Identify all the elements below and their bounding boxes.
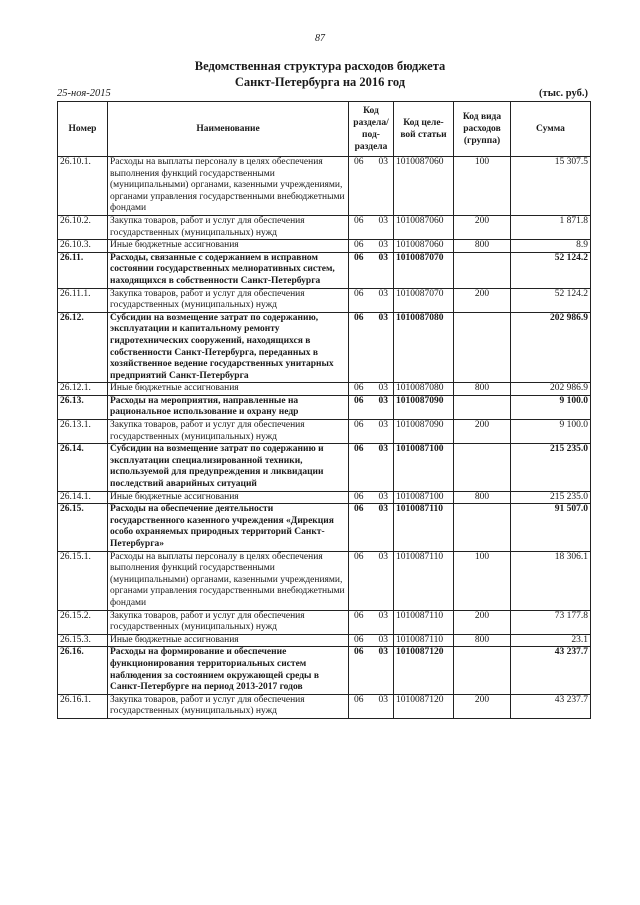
row-sum: 215 235.0 [511, 491, 591, 504]
row-section [349, 420, 394, 444]
section-code [351, 635, 391, 647]
row-sum: 18 306.1 [511, 551, 591, 610]
subsection: 03 [378, 694, 388, 705]
row-type-code [454, 647, 511, 694]
table-row [58, 240, 591, 253]
row-sum: 9 100.0 [511, 420, 591, 444]
section: 06 [354, 491, 364, 502]
subsection: 03 [378, 491, 388, 502]
table-row [58, 383, 591, 396]
document-date: 25-ноя-2015 [57, 88, 111, 99]
row-sum: 202 986.9 [511, 312, 591, 383]
section-code [351, 396, 391, 408]
row-type-code: 200 [454, 215, 511, 239]
row-target-code: 1010087070 [394, 288, 454, 312]
section: 06 [354, 504, 364, 515]
row-type-code [454, 444, 511, 491]
title-line-1: Ведомственная структура расходов бюджета [194, 59, 446, 73]
row-name: Закупка товаров, работ и услуг для обеспечения государственных (муниципальных) нужд [108, 420, 349, 444]
header-type: Код вида расходов (группа) [454, 102, 511, 157]
table-row [58, 252, 591, 288]
header-section: Код раздела/ под- раздела [349, 102, 394, 157]
row-number: 26.12.1. [58, 383, 108, 396]
header-sum: Сумма [511, 102, 591, 157]
row-number: 26.14. [58, 444, 108, 491]
row-name: Расходы на выплаты персоналу в целях обеспечения выполнения функций государственными (муниципальными) органами, казенными учреждениями, органами управления государственными внебюджетными фондами [108, 551, 349, 610]
row-section [349, 694, 394, 718]
section-code [351, 157, 391, 169]
section: 06 [354, 215, 364, 226]
header-name: Наименование [108, 102, 349, 157]
row-section [349, 610, 394, 634]
row-name: Закупка товаров, работ и услуг для обеспечения государственных (муниципальных) нужд [108, 610, 349, 634]
row-type-code: 100 [454, 157, 511, 216]
table-row [58, 395, 591, 419]
section: 06 [354, 610, 364, 621]
section-code [351, 444, 391, 456]
table-row [58, 157, 591, 216]
subsection: 03 [378, 647, 388, 658]
section: 06 [354, 420, 364, 431]
row-target-code: 1010087090 [394, 395, 454, 419]
section-code [351, 313, 391, 325]
subsection: 03 [378, 395, 388, 406]
section-code [351, 695, 391, 707]
row-sum: 43 237.7 [511, 694, 591, 718]
row-sum: 15 307.5 [511, 157, 591, 216]
row-number: 26.15.1. [58, 551, 108, 610]
table-row [58, 694, 591, 718]
row-type-code [454, 312, 511, 383]
row-section [349, 383, 394, 396]
row-name: Расходы на обеспечение деятельности государственного казенного учреждения «Дирекция особо охраняемых природных территорий Санкт-Петербурга» [108, 504, 349, 551]
row-name: Субсидии на возмещение затрат по содержанию, эксплуатации и капитальному ремонту гидротехнических сооружений, находящихся в собственности Санкт-Петербурга, переданных в хозяйственное ведение государственных унитарных предприятий Санкт-Петербурга [108, 312, 349, 383]
row-section [349, 312, 394, 383]
section-code [351, 647, 391, 659]
table-header-row [58, 102, 591, 157]
row-type-code [454, 395, 511, 419]
table-row [58, 647, 591, 694]
row-section [349, 215, 394, 239]
section: 06 [354, 647, 364, 658]
table-row [58, 610, 591, 634]
subsection: 03 [378, 252, 388, 263]
section: 06 [354, 240, 364, 251]
row-type-code: 200 [454, 610, 511, 634]
subsection: 03 [378, 610, 388, 621]
row-target-code: 1010087060 [394, 157, 454, 216]
row-type-code: 100 [454, 551, 511, 610]
budget-table [57, 101, 591, 719]
row-sum: 215 235.0 [511, 444, 591, 491]
subsection: 03 [378, 215, 388, 226]
section: 06 [354, 312, 364, 323]
section-code [351, 240, 391, 252]
row-name: Иные бюджетные ассигнования [108, 383, 349, 396]
row-number: 26.10.1. [58, 157, 108, 216]
row-number: 26.10.3. [58, 240, 108, 253]
section-code [351, 383, 391, 395]
row-name: Закупка товаров, работ и услуг для обеспечения государственных (муниципальных) нужд [108, 215, 349, 239]
table-row [58, 504, 591, 551]
row-section [349, 240, 394, 253]
units-label: (тыс. руб.) [539, 88, 588, 99]
row-sum: 202 986.9 [511, 383, 591, 396]
row-target-code: 1010087100 [394, 491, 454, 504]
subsection: 03 [378, 504, 388, 515]
row-type-code: 800 [454, 491, 511, 504]
row-target-code: 1010087060 [394, 215, 454, 239]
subsection: 03 [378, 420, 388, 431]
row-name: Расходы, связанные с содержанием в исправном состоянии государственных мелиоративных систем, находящихся в собственности Санкт-Петербурга [108, 252, 349, 288]
row-name: Расходы на формирование и обеспечение функционирования территориальных систем наблюдения за состоянием окружающей среды в Санкт-Петербурге на период 2013-2017 годов [108, 647, 349, 694]
row-section [349, 491, 394, 504]
section-code [351, 420, 391, 432]
row-name: Расходы на мероприятия, направленные на рациональное использование и охрану недр [108, 395, 349, 419]
row-number: 26.15.3. [58, 634, 108, 647]
table-row [58, 491, 591, 504]
row-target-code: 1010087120 [394, 694, 454, 718]
table-body [58, 157, 591, 719]
row-section [349, 252, 394, 288]
row-section [349, 157, 394, 216]
row-sum: 1 871.8 [511, 215, 591, 239]
row-sum: 91 507.0 [511, 504, 591, 551]
section: 06 [354, 551, 364, 562]
row-target-code: 1010087070 [394, 252, 454, 288]
row-section [349, 395, 394, 419]
row-type-code: 800 [454, 383, 511, 396]
row-name: Иные бюджетные ассигнования [108, 240, 349, 253]
row-sum: 23.1 [511, 634, 591, 647]
row-type-code: 200 [454, 288, 511, 312]
row-type-code: 200 [454, 694, 511, 718]
row-number: 26.16.1. [58, 694, 108, 718]
row-sum: 73 177.8 [511, 610, 591, 634]
section: 06 [354, 395, 364, 406]
section-code [351, 253, 391, 265]
section-code [351, 492, 391, 504]
document-title [0, 58, 640, 90]
row-name: Закупка товаров, работ и услуг для обеспечения государственных (муниципальных) нужд [108, 694, 349, 718]
subsection: 03 [378, 288, 388, 299]
row-name: Иные бюджетные ассигнования [108, 491, 349, 504]
row-section [349, 504, 394, 551]
table-row [58, 215, 591, 239]
table-row [58, 420, 591, 444]
section-code [351, 504, 391, 516]
row-section [349, 634, 394, 647]
row-sum: 9 100.0 [511, 395, 591, 419]
row-number: 26.13. [58, 395, 108, 419]
row-sum: 8.9 [511, 240, 591, 253]
section-code [351, 611, 391, 623]
header-number: Номер [58, 102, 108, 157]
subsection: 03 [378, 634, 388, 645]
subsection: 03 [378, 240, 388, 251]
table-row [58, 288, 591, 312]
row-number: 26.15.2. [58, 610, 108, 634]
row-name: Расходы на выплаты персоналу в целях обеспечения выполнения функций государственными (муниципальными) органами, казенными учреждениями, органами управления государственными внебюджетными фондами [108, 157, 349, 216]
table-row [58, 444, 591, 491]
title-line-2: Санкт-Петербурга на 2016 год [234, 75, 406, 89]
row-sum: 43 237.7 [511, 647, 591, 694]
row-number: 26.10.2. [58, 215, 108, 239]
section-code [351, 216, 391, 228]
table-row [58, 551, 591, 610]
row-target-code: 1010087060 [394, 240, 454, 253]
table-row [58, 312, 591, 383]
row-target-code: 1010087100 [394, 444, 454, 491]
row-sum: 52 124.2 [511, 252, 591, 288]
row-name: Иные бюджетные ассигнования [108, 634, 349, 647]
row-target-code: 1010087080 [394, 383, 454, 396]
row-number: 26.11.1. [58, 288, 108, 312]
row-number: 26.16. [58, 647, 108, 694]
row-number: 26.12. [58, 312, 108, 383]
row-target-code: 1010087110 [394, 610, 454, 634]
section: 06 [354, 252, 364, 263]
subsection: 03 [378, 312, 388, 323]
section-code [351, 289, 391, 301]
subsection: 03 [378, 157, 388, 167]
row-target-code: 1010087110 [394, 634, 454, 647]
section: 06 [354, 444, 364, 455]
row-section [349, 444, 394, 491]
row-target-code: 1010087120 [394, 647, 454, 694]
section: 06 [354, 157, 364, 167]
subsection: 03 [378, 383, 388, 394]
row-name: Субсидии на возмещение затрат по содержанию и эксплуатации специализированной техники, используемой для предупреждения и ликвидации последствий аварийных ситуаций [108, 444, 349, 491]
row-number: 26.11. [58, 252, 108, 288]
row-type-code: 800 [454, 240, 511, 253]
header-target: Код целе- вой статьи [394, 102, 454, 157]
section: 06 [354, 288, 364, 299]
row-target-code: 1010087080 [394, 312, 454, 383]
subsection: 03 [378, 551, 388, 562]
section: 06 [354, 383, 364, 394]
row-type-code [454, 504, 511, 551]
row-section [349, 551, 394, 610]
row-target-code: 1010087110 [394, 504, 454, 551]
table-row [58, 634, 591, 647]
section-code [351, 552, 391, 564]
page-number: 87 [315, 33, 325, 44]
row-section [349, 288, 394, 312]
row-target-code: 1010087090 [394, 420, 454, 444]
section: 06 [354, 634, 364, 645]
row-number: 26.14.1. [58, 491, 108, 504]
row-type-code: 800 [454, 634, 511, 647]
row-type-code [454, 252, 511, 288]
subsection: 03 [378, 444, 388, 455]
row-number: 26.13.1. [58, 420, 108, 444]
row-number: 26.15. [58, 504, 108, 551]
row-sum: 52 124.2 [511, 288, 591, 312]
row-type-code: 200 [454, 420, 511, 444]
row-section [349, 647, 394, 694]
row-target-code: 1010087110 [394, 551, 454, 610]
section: 06 [354, 694, 364, 705]
row-name: Закупка товаров, работ и услуг для обеспечения государственных (муниципальных) нужд [108, 288, 349, 312]
